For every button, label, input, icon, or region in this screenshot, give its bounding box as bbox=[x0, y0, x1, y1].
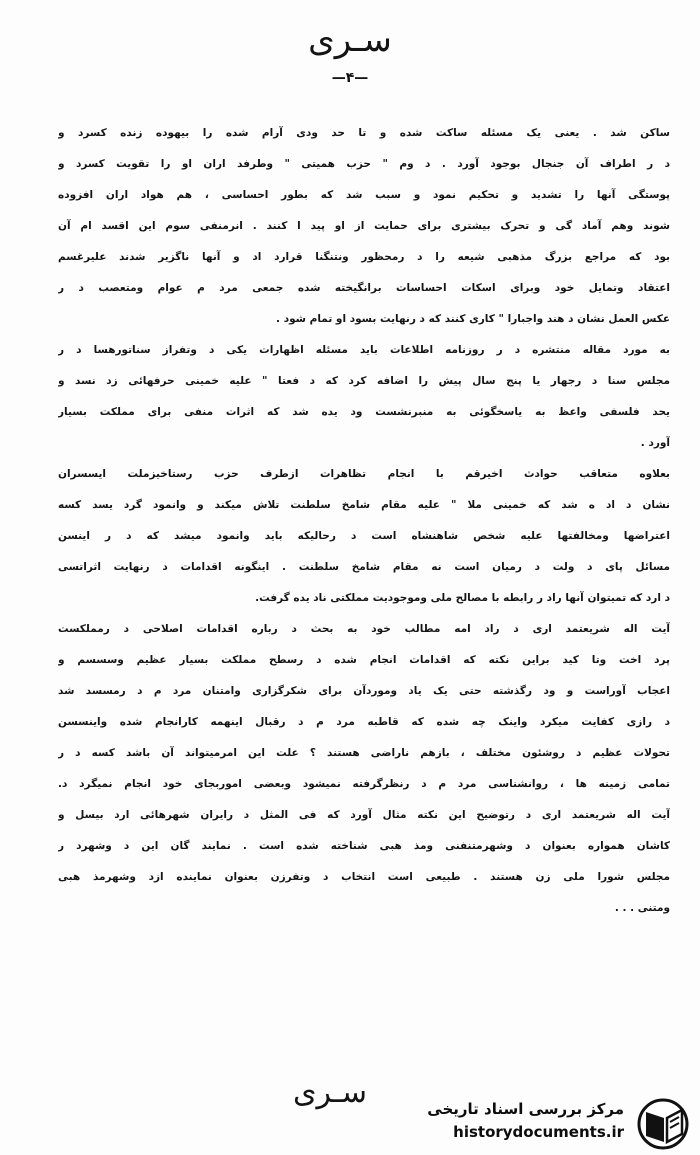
document-body bbox=[58, 118, 670, 924]
watermark-url: historydocuments.ir bbox=[453, 1123, 624, 1141]
text-line: تمامی زمینه ها ، روانشناسی مرد م د رنظرگرفته نمیشود وبعضی اموربجای خود انجام نمیگرد د. bbox=[58, 778, 670, 790]
text-line: بود که مراجع بزرگ مذهبی شیعه را د رمحظور ونتنگنا قرارد اد و آنها ناگزیر شدند علیرغسم bbox=[58, 251, 670, 263]
text-line: آورد . bbox=[640, 437, 670, 449]
text-line: بعلاوه متعاقب حوادث اخیرقم با انجام تظاهرات ازطرف حزب رستاخیزملت ایسسران bbox=[58, 468, 670, 480]
text-line: به مورد مقاله منتشره د ر روزنامه اطلاعات باید مسئله اظهارات یکی د وتفراز سناتورهسا د ر bbox=[58, 344, 670, 356]
text-line: آیت اله شریعتمد اری د رتوضیح این نکته مثال آورد که فی المثل د رایران شهرهائی ارد بیسل و bbox=[58, 809, 670, 821]
text-line: د ارد که تمیتوان آنها راد ر رابطه با مصالح ملی وموجودیت مملکتی ناد یده گرفت. bbox=[255, 592, 670, 604]
classification-label-top: سـری bbox=[308, 20, 392, 60]
text-line: تحولات عظیم د روشئون مختلف ، بازهم ناراضی هستند ؟ علت این امرمیتواند آن باشد کسه د ر bbox=[58, 747, 670, 759]
text-line: عکس العمل نشان د هند واجبارا " کاری کنند که د رنهایت بسود او تمام شود . bbox=[276, 313, 670, 325]
text-line: آیت اله شریعتمد اری د راد امه مطالب خود به بحث د رباره اقدامات اصلاحی د رمملکست bbox=[58, 623, 670, 635]
text-line: مجلس سنا د رجهار یا پنج سال پیش را اضافه کرد که د فعتا " علیه خمینی حرفهائی زد نسد و bbox=[58, 375, 670, 387]
text-line: کاشان همواره بعنوان د وشهرمتنفنی ومذ هبی شناخته شده است . نمایند گان این د وشهرد ر bbox=[58, 840, 670, 852]
text-line: یحد فلسفی واعظ به یاسخگوئی به منبرنشست ود یده شد که اثرات منفی برای مملکت بسیار bbox=[58, 406, 670, 418]
classification-label-bottom: سـری bbox=[293, 1075, 367, 1110]
text-line: اعجاب آوراست و ود رگذشته حتی یک یاد وموردآن برای شکرگزاری وامتنان مرد م د رمسسد شد bbox=[58, 685, 670, 697]
watermark-logo bbox=[394, 1096, 694, 1152]
text-line: مجلس شورا ملی زن هستند . طبیعی است انتخاب د وتفرزن بعنوان نماینده ازد وشهرمذ هبی bbox=[58, 871, 670, 883]
page-number: —۴— bbox=[331, 70, 369, 86]
text-line: ومتنی . . . bbox=[614, 902, 670, 914]
text-line: اعتقاد وتمایل خود وبرای اسکات احساسات برانگیخته شده جمعی مرد م عوام ومتعصب د ر bbox=[58, 282, 670, 294]
text-line: د رازی کفایت میکرد واینک چه شده که قاطبه مرد م د رقبال اینهمه کارانجام شده واینسسن bbox=[58, 716, 670, 728]
text-line: ساکن شد . یعنی یک مسئله ساکت شده و تا حد ودی آرام شده را بیهوده زنده کسرد و bbox=[58, 127, 670, 139]
text-line: پوستگی آنها را تشدید و تحکیم نمود و سبب شد که بطور احساسی ، هم هواد اران افزوده bbox=[58, 189, 670, 201]
text-line: اعتراضها ومخالفتها علیه شخص شاهنشاه است د رحالیکه باید وانمود میشد که د ر اینسن bbox=[58, 530, 670, 542]
text-line: مسائل پای د ولت د رمیان است نه مقام شامخ سلطنت . اینگونه اقدامات د رنهایت اثراتسی bbox=[58, 561, 670, 573]
text-line: شوند وهم آماد گی و تحرک بیشتری برای حمایت از او پید ا کنند . انرمنفی سوم این اقسد ام آن bbox=[58, 220, 670, 232]
watermark-org-name: مرکز بررسی اسناد تاریخی bbox=[427, 1100, 624, 1118]
text-line: د ر اطراف آن جنجال بوجود آورد . د وم " حزب همیتی " وطرفد اران او را تقویت کسرد و bbox=[58, 158, 670, 170]
text-line: پرد اخت وتا کید براین نکته که اقدامات انجام شده د رسطح مملکت بسیار عظیم وسسسم و bbox=[58, 654, 670, 666]
text-line: نشان د اد ه شد که خمینی ملا " علیه مقام شامخ سلطنت تلاش میکند و وانمود گرد یسد کسه bbox=[58, 499, 670, 511]
book-pages-icon bbox=[634, 1098, 692, 1150]
